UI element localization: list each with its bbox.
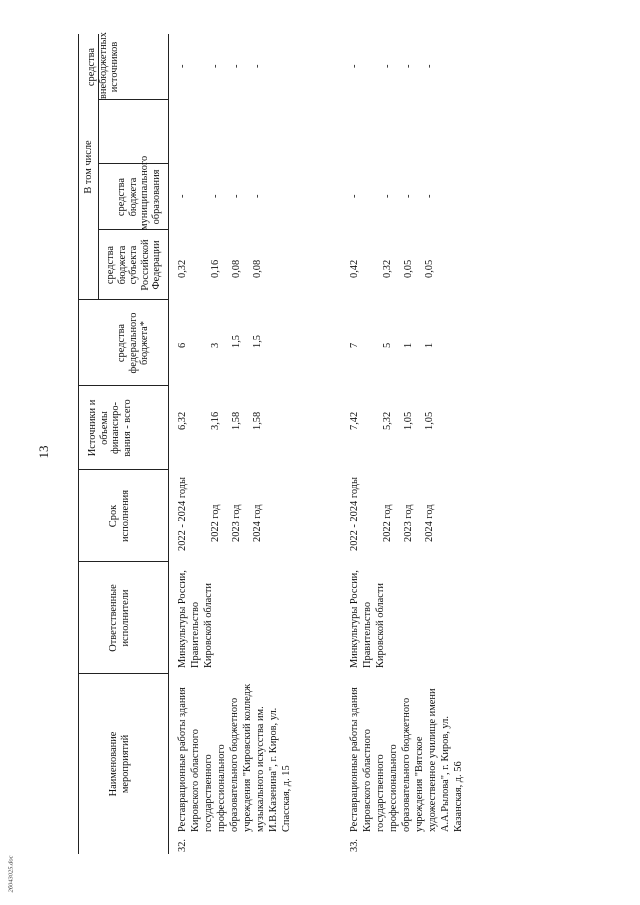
row-name: Реставрационные работы здания Кировского областного государственного профессионального образовательного бюджетного учреждения "Кировский колледж музыкального искусства им. И.В.Казенина", г. Киров, ул. Спасская, д. 15 [177, 683, 292, 832]
row-term: 2023 год [231, 504, 242, 542]
row-total: 1,05 [424, 411, 435, 430]
row-executors: Минкультуры России, Правительство Кировской области [349, 570, 386, 668]
header-extra: средства внебюджетных источников [86, 32, 120, 99]
row-municipal: - [424, 194, 435, 198]
header-total: Источники и объемы финансиро-вания - всего [87, 399, 133, 457]
row-federal: 1 [403, 342, 414, 348]
row-municipal: - [210, 194, 221, 198]
row-extra: - [177, 64, 188, 68]
row-regional: 0,42 [349, 259, 360, 278]
row-municipal: - [349, 194, 360, 198]
row-federal: 1,5 [252, 335, 263, 348]
header-federal: средства федерального бюджета* [116, 312, 150, 374]
row-term: 2022 - 2024 годы [177, 477, 188, 551]
row-regional: 0,08 [231, 259, 242, 278]
header-executors: Ответственные исполнители [108, 584, 131, 652]
row-regional: 0,05 [403, 259, 414, 278]
row-total: 1,58 [252, 411, 263, 430]
row-extra: - [424, 64, 435, 68]
row-total: 6,32 [177, 411, 188, 430]
table-top-rule [78, 34, 79, 854]
row-extra: - [382, 64, 393, 68]
row-extra: - [403, 64, 414, 68]
financing-table [78, 34, 628, 854]
header-name: Наименование мероприятий [108, 731, 131, 797]
row-term: 2022 год [382, 504, 393, 542]
row-term: 2024 год [252, 504, 263, 542]
row-number: 33. [349, 839, 360, 852]
row-total: 7,42 [349, 411, 360, 430]
row-regional: 0,08 [252, 259, 263, 278]
row-extra: - [252, 64, 263, 68]
row-name: Реставрационные работы здания Кировского областного государственного профессионального образовательного бюджетного учреждения "Вятское художественное училище имени А.А.Рылова", г. Киров, ул. Казанская, д. 56 [349, 687, 464, 832]
row-municipal: - [252, 194, 263, 198]
row-number: 32. [177, 839, 188, 852]
row-executors: Минкультуры России, Правительство Кировской области [177, 570, 214, 668]
header-term: Срок исполнения [108, 489, 131, 543]
row-federal: 3 [210, 342, 221, 348]
row-term: 2022 год [210, 504, 221, 542]
row-federal: 1,5 [231, 335, 242, 348]
row-total: 3,16 [210, 411, 221, 430]
row-extra: - [231, 64, 242, 68]
row-term: 2024 год [424, 504, 435, 542]
page-number: 13 [36, 445, 51, 459]
footer-doc-filename: 2б043025.doc [7, 855, 15, 893]
row-regional: 0,32 [382, 259, 393, 278]
row-extra: - [349, 64, 360, 68]
row-federal: 7 [349, 342, 360, 348]
row-municipal: - [177, 194, 188, 198]
row-regional: 0,05 [424, 259, 435, 278]
row-municipal: - [231, 194, 242, 198]
row-total: 5,32 [382, 411, 393, 430]
row-term: 2022 - 2024 годы [349, 477, 360, 551]
row-regional: 0,32 [177, 259, 188, 278]
row-total: 1,05 [403, 411, 414, 430]
table-bottom-rule [168, 34, 169, 854]
row-term: 2023 год [403, 504, 414, 542]
row-federal: 1 [424, 342, 435, 348]
header-including: В том числе [83, 140, 94, 194]
row-federal: 6 [177, 342, 188, 348]
row-federal: 5 [382, 342, 393, 348]
header-municipal: средства бюджета муниципального образования [116, 155, 162, 230]
row-municipal: - [382, 194, 393, 198]
row-total: 1,58 [231, 411, 242, 430]
row-regional: 0,16 [210, 259, 221, 278]
header-regional: средства бюджета субъекта Российской Федерации [105, 239, 162, 291]
row-municipal: - [403, 194, 414, 198]
row-extra: - [210, 64, 221, 68]
